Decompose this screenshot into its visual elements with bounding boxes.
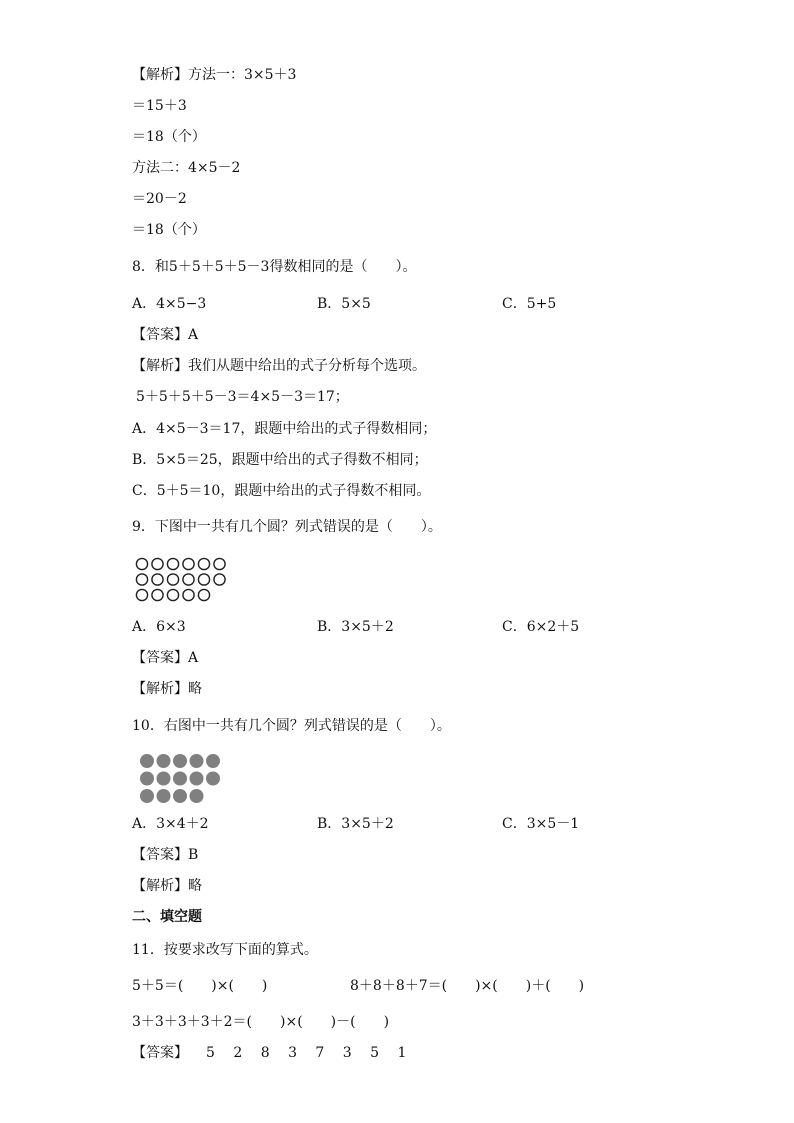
- circle: [167, 558, 178, 569]
- circle: [198, 589, 209, 600]
- q10-options: [132, 815, 692, 833]
- dot: [206, 772, 220, 786]
- q8-analysis-line: 【解析】我们从题中给出的式子分析每个选项。: [132, 358, 426, 374]
- circle: [198, 574, 209, 585]
- q10-answer: 【答案】B: [132, 847, 199, 863]
- q8-stem: 8．和5＋5＋5＋5－3得数相同的是（ ）。: [132, 259, 417, 275]
- dot: [190, 789, 204, 803]
- circle: [214, 574, 225, 585]
- q10-option-a: A．3×4＋2: [132, 816, 209, 832]
- circle: [167, 589, 178, 600]
- dot: [190, 754, 204, 768]
- q8-options: [132, 295, 692, 313]
- dot: [173, 754, 187, 768]
- circle: [198, 558, 209, 569]
- q9-analysis: 【解析】略: [132, 681, 202, 697]
- q8-option-c: C．5+5: [502, 296, 557, 312]
- q8-answer: 【答案】A: [132, 327, 199, 343]
- dot: [173, 789, 187, 803]
- q8-analysis-line: 5＋5＋5＋5－3＝4×5－3＝17；: [136, 389, 349, 405]
- q10-stem: 10．右图中一共有几个圆？列式错误的是（ ）。: [132, 718, 451, 734]
- q9-stem: 9．下图中一共有几个圆？列式错误的是（ ）。: [132, 519, 442, 535]
- q9-circles-figure: [134, 557, 234, 603]
- dot: [206, 754, 220, 768]
- circle: [183, 574, 194, 585]
- dot: [140, 789, 154, 803]
- q8-option-a: A．4×5−3: [132, 296, 207, 312]
- q8-analysis-line: B．5×5＝25，跟题中给出的式子得数不相同；: [132, 452, 428, 468]
- analysis-step: ＝18（个）: [132, 222, 206, 238]
- circle: [136, 558, 147, 569]
- dot: [140, 772, 154, 786]
- analysis-step: ＝15＋3: [132, 98, 187, 114]
- dot: [190, 772, 204, 786]
- q10-option-c: C．3×5－1: [502, 816, 580, 832]
- analysis-step: ＝18（个）: [132, 129, 206, 145]
- circle: [136, 574, 147, 585]
- q9-option-c: C．6×2＋5: [502, 619, 580, 635]
- q11-row2: [132, 1013, 532, 1031]
- q8-option-b: B．5×5: [317, 296, 371, 312]
- circle: [152, 574, 163, 585]
- q11-expression-1: 5＋5＝( )×( ): [132, 978, 268, 994]
- q9-options: [132, 618, 692, 636]
- q9-option-b: B．3×5＋2: [317, 619, 394, 635]
- q8-analysis-line: A．4×5－3＝17，跟题中给出的式子得数相同；: [132, 421, 437, 437]
- circle: [136, 589, 147, 600]
- q10-analysis: 【解析】略: [132, 878, 202, 894]
- q11-answer-values: 5 2 8 3 7 3 5 1: [206, 1045, 407, 1061]
- dot: [157, 789, 171, 803]
- circle: [183, 558, 194, 569]
- section-title: 二、填空题: [132, 909, 202, 925]
- q11-answer-label: 【答案】: [132, 1045, 188, 1061]
- q11-stem: 11．按要求改写下面的算式。: [132, 942, 318, 958]
- analysis-method1: 【解析】方法一：3×5＋3: [132, 67, 297, 83]
- circle: [152, 558, 163, 569]
- circle: [152, 589, 163, 600]
- q9-option-a: A．6×3: [132, 619, 186, 635]
- q11-row1: [132, 977, 692, 995]
- q10-dots-figure: [138, 753, 228, 805]
- q11-answer: [132, 1044, 532, 1062]
- q11-expression-2: 8＋8＋8＋7＝( )×( )＋( ): [350, 978, 585, 994]
- q8-analysis-line: C．5＋5＝10，跟题中给出的式子得数不相同。: [132, 483, 431, 499]
- q9-answer: 【答案】A: [132, 650, 199, 666]
- circle: [214, 558, 225, 569]
- analysis-method2: 方法二：4×5－2: [132, 160, 241, 176]
- dot: [157, 754, 171, 768]
- circle: [167, 574, 178, 585]
- q10-option-b: B．3×5＋2: [317, 816, 394, 832]
- circle: [183, 589, 194, 600]
- dot: [140, 754, 154, 768]
- dot: [173, 772, 187, 786]
- analysis-step: ＝20－2: [132, 191, 187, 207]
- q11-expression-3: 3＋3＋3＋3＋2＝( )×( )－( ): [132, 1014, 390, 1030]
- dot: [157, 772, 171, 786]
